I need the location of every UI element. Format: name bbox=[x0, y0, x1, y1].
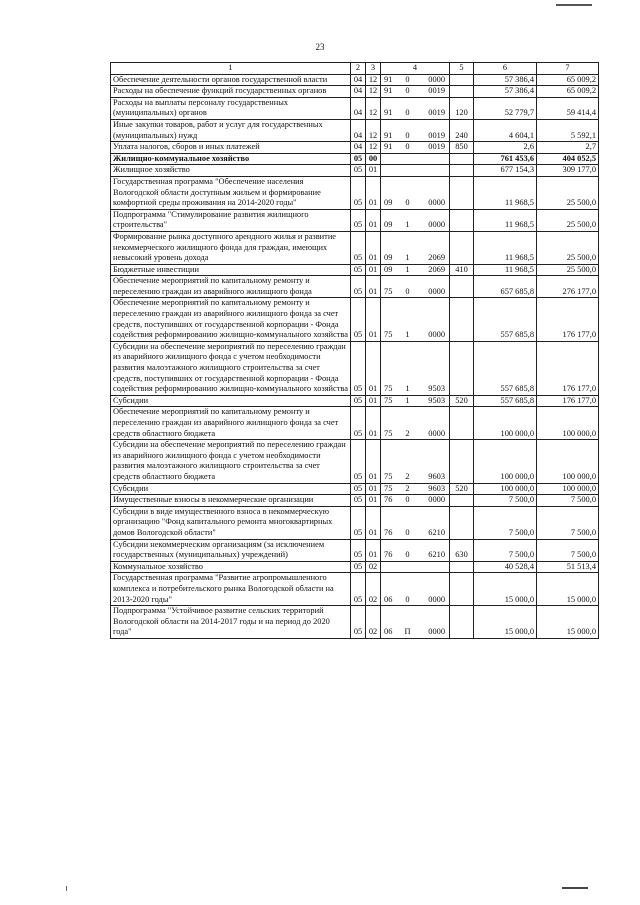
program-code: 06 bbox=[384, 627, 393, 637]
section-code: 05 bbox=[351, 483, 366, 495]
program-code: 75 bbox=[384, 286, 393, 296]
row-name: Иные закупки товаров, работ и услуг для государственных (муниципальных) нужд bbox=[111, 119, 351, 141]
subprogram-code: 2 bbox=[405, 483, 410, 493]
table-row bbox=[111, 573, 599, 606]
amount-year-2: 176 177,0 bbox=[537, 395, 599, 407]
amount-year-2: 7 500,0 bbox=[537, 495, 599, 507]
subprogram-code: 2 bbox=[405, 471, 410, 481]
direction-code: 0019 bbox=[428, 86, 445, 96]
amount-year-2: 276 177,0 bbox=[537, 276, 599, 298]
program-code: 09 bbox=[384, 220, 393, 230]
direction-code: 0000 bbox=[428, 330, 445, 340]
amount-year-1: 57 386,4 bbox=[474, 74, 537, 86]
subsection-code: 12 bbox=[366, 142, 381, 154]
amount-year-2: 51 513,4 bbox=[537, 561, 599, 573]
expense-type-code bbox=[450, 341, 474, 395]
target-article-code bbox=[381, 264, 450, 276]
subsection-code: 01 bbox=[366, 341, 381, 395]
subprogram-code: 0 bbox=[405, 74, 410, 84]
amount-year-1: 4 604,1 bbox=[474, 119, 537, 141]
section-code: 05 bbox=[351, 440, 366, 483]
target-article-code bbox=[381, 440, 450, 483]
expense-type-code bbox=[450, 506, 474, 539]
expense-type-code bbox=[450, 176, 474, 209]
table-row bbox=[111, 209, 599, 231]
amount-year-1: 15 000,0 bbox=[474, 573, 537, 606]
amount-year-2: 100 000,0 bbox=[537, 483, 599, 495]
expense-type-code bbox=[450, 74, 474, 86]
program-code: 76 bbox=[384, 495, 393, 505]
scan-mark bbox=[66, 886, 67, 891]
amount-year-1: 557 685,8 bbox=[474, 341, 537, 395]
section-code: 05 bbox=[351, 506, 366, 539]
section-code: 05 bbox=[351, 176, 366, 209]
subsection-code: 12 bbox=[366, 97, 381, 119]
direction-code: 0000 bbox=[428, 74, 445, 84]
amount-year-1: 657 685,8 bbox=[474, 276, 537, 298]
table-row bbox=[111, 483, 599, 495]
direction-code: 0019 bbox=[428, 108, 445, 118]
subprogram-code: 1 bbox=[405, 330, 410, 340]
table-row bbox=[111, 606, 599, 639]
amount-year-2: 65 009,2 bbox=[537, 86, 599, 98]
amount-year-1: 7 500,0 bbox=[474, 506, 537, 539]
subsection-code: 01 bbox=[366, 165, 381, 177]
target-article-code bbox=[381, 573, 450, 606]
table-row bbox=[111, 153, 599, 165]
amount-year-2: 5 592,1 bbox=[537, 119, 599, 141]
direction-code: 0000 bbox=[428, 627, 445, 637]
program-code: 75 bbox=[384, 384, 393, 394]
subsection-code: 01 bbox=[366, 264, 381, 276]
target-article-code bbox=[381, 165, 450, 177]
amount-year-2: 100 000,0 bbox=[537, 407, 599, 440]
program-code: 09 bbox=[384, 253, 393, 263]
subprogram-code: 1 bbox=[405, 395, 410, 405]
amount-year-1: 100 000,0 bbox=[474, 483, 537, 495]
row-name: Государственная программа "Развитие агропромышленного комплекса и потребительского рынка Вологодской области на 2013-2020 годы" bbox=[111, 573, 351, 606]
table-row bbox=[111, 407, 599, 440]
amount-year-2: 100 000,0 bbox=[537, 440, 599, 483]
header-cell: 5 bbox=[450, 63, 474, 75]
expense-type-code: 120 bbox=[450, 97, 474, 119]
target-article-code bbox=[381, 506, 450, 539]
amount-year-2: 7 500,0 bbox=[537, 506, 599, 539]
expense-type-code: 520 bbox=[450, 483, 474, 495]
subsection-code: 01 bbox=[366, 407, 381, 440]
expense-type-code: 850 bbox=[450, 142, 474, 154]
target-article-code bbox=[381, 407, 450, 440]
subsection-code: 01 bbox=[366, 483, 381, 495]
section-code: 05 bbox=[351, 264, 366, 276]
amount-year-2: 65 009,2 bbox=[537, 74, 599, 86]
scan-mark bbox=[562, 887, 588, 889]
subsection-code: 02 bbox=[366, 573, 381, 606]
direction-code: 0000 bbox=[428, 198, 445, 208]
program-code: 75 bbox=[384, 428, 393, 438]
amount-year-2: 309 177,0 bbox=[537, 165, 599, 177]
target-article-code bbox=[381, 209, 450, 231]
table-row bbox=[111, 176, 599, 209]
table-row bbox=[111, 395, 599, 407]
target-article-code bbox=[381, 142, 450, 154]
row-name: Обеспечение мероприятий по капитальному ремонту и переселению граждан из аварийного жилищного фонда bbox=[111, 276, 351, 298]
program-code: 75 bbox=[384, 483, 393, 493]
target-article-code bbox=[381, 395, 450, 407]
subprogram-code: 0 bbox=[405, 527, 410, 537]
section-code: 05 bbox=[351, 573, 366, 606]
target-article-code bbox=[381, 231, 450, 264]
row-name: Субсидии на обеспечение мероприятий по переселению граждан из аварийного жилищного фонда с учетом необходимости развития малоэтажного жилищного строительства за счет средств, поступивших от государственной корпорации - Фонда содействия реформированию жилищно-коммунального хозяйства bbox=[111, 341, 351, 395]
amount-year-2: 15 000,0 bbox=[537, 606, 599, 639]
expense-type-code bbox=[450, 440, 474, 483]
row-name: Бюджетные инвестиции bbox=[111, 264, 351, 276]
target-article-code bbox=[381, 561, 450, 573]
section-code: 05 bbox=[351, 606, 366, 639]
amount-year-2: 25 500,0 bbox=[537, 209, 599, 231]
table-row bbox=[111, 97, 599, 119]
subsection-code: 02 bbox=[366, 561, 381, 573]
header-cell: 3 bbox=[366, 63, 381, 75]
subsection-code: 01 bbox=[366, 276, 381, 298]
amount-year-1: 100 000,0 bbox=[474, 407, 537, 440]
table-row bbox=[111, 341, 599, 395]
row-name: Обеспечение мероприятий по капитальному ремонту и переселению граждан из аварийного жилищного фонда за счет средств областного бюджета bbox=[111, 407, 351, 440]
target-article-code bbox=[381, 606, 450, 639]
expense-type-code bbox=[450, 573, 474, 606]
subprogram-code: 0 bbox=[405, 286, 410, 296]
amount-year-2: 25 500,0 bbox=[537, 231, 599, 264]
amount-year-2: 2,7 bbox=[537, 142, 599, 154]
row-name: Подпрограмма "Устойчивое развитие сельских территорий Вологодской области на 2014-2017 годы и на период до 2020 года" bbox=[111, 606, 351, 639]
subsection-code: 01 bbox=[366, 395, 381, 407]
expense-type-code bbox=[450, 209, 474, 231]
target-article-code bbox=[381, 86, 450, 98]
scan-mark bbox=[556, 4, 592, 6]
direction-code: 2069 bbox=[428, 253, 445, 263]
amount-year-1: 100 000,0 bbox=[474, 440, 537, 483]
target-article-code bbox=[381, 176, 450, 209]
amount-year-1: 11 968,5 bbox=[474, 209, 537, 231]
direction-code: 6210 bbox=[428, 527, 445, 537]
section-code: 04 bbox=[351, 97, 366, 119]
program-code: 91 bbox=[384, 108, 393, 118]
section-code: 05 bbox=[351, 165, 366, 177]
amount-year-1: 15 000,0 bbox=[474, 606, 537, 639]
page-number: 23 bbox=[315, 42, 325, 52]
program-code: 75 bbox=[384, 395, 393, 405]
row-name: Подпрограмма "Стимулирование развития жилищного строительства" bbox=[111, 209, 351, 231]
target-article-code bbox=[381, 119, 450, 141]
expense-type-code bbox=[450, 231, 474, 264]
row-name: Государственная программа "Обеспечение населения Вологодской области доступным жильем и формирование комфортной среды проживания на 2014-2020 годы" bbox=[111, 176, 351, 209]
subprogram-code: П bbox=[404, 627, 411, 637]
program-code: 91 bbox=[384, 74, 393, 84]
direction-code: 0000 bbox=[428, 286, 445, 296]
amount-year-1: 40 528,4 bbox=[474, 561, 537, 573]
amount-year-1: 52 779,7 bbox=[474, 97, 537, 119]
table-row bbox=[111, 142, 599, 154]
amount-year-1: 7 500,0 bbox=[474, 495, 537, 507]
amount-year-1: 7 500,0 bbox=[474, 539, 537, 561]
subprogram-code: 0 bbox=[405, 550, 410, 560]
table-row bbox=[111, 440, 599, 483]
direction-code: 0000 bbox=[428, 428, 445, 438]
row-name: Жилищное хозяйство bbox=[111, 165, 351, 177]
expense-type-code bbox=[450, 153, 474, 165]
target-article-code bbox=[381, 298, 450, 341]
subprogram-code: 0 bbox=[405, 495, 410, 505]
subsection-code: 12 bbox=[366, 86, 381, 98]
subprogram-code: 2 bbox=[405, 428, 410, 438]
header-cell: 2 bbox=[351, 63, 366, 75]
subsection-code: 01 bbox=[366, 209, 381, 231]
table-row bbox=[111, 539, 599, 561]
table-row bbox=[111, 495, 599, 507]
amount-year-2: 176 177,0 bbox=[537, 341, 599, 395]
subsection-code: 01 bbox=[366, 440, 381, 483]
row-name: Коммунальное хозяйство bbox=[111, 561, 351, 573]
target-article-code bbox=[381, 276, 450, 298]
section-code: 05 bbox=[351, 539, 366, 561]
expense-type-code bbox=[450, 276, 474, 298]
section-code: 05 bbox=[351, 341, 366, 395]
table-row bbox=[111, 264, 599, 276]
expense-type-code bbox=[450, 606, 474, 639]
program-code: 76 bbox=[384, 527, 393, 537]
row-name: Формирование рынка доступного арендного жилья и развитие некоммерческого жилищного фонда для граждан, имеющих невысокий уровень дохода bbox=[111, 231, 351, 264]
section-code: 05 bbox=[351, 276, 366, 298]
section-code: 05 bbox=[351, 231, 366, 264]
subprogram-code: 0 bbox=[405, 594, 410, 604]
direction-code: 9503 bbox=[428, 395, 445, 405]
expense-type-code: 630 bbox=[450, 539, 474, 561]
direction-code: 0000 bbox=[428, 220, 445, 230]
target-article-code bbox=[381, 97, 450, 119]
subsection-code: 01 bbox=[366, 506, 381, 539]
row-name: Расходы на выплаты персоналу государственных (муниципальных) органов bbox=[111, 97, 351, 119]
table-row bbox=[111, 74, 599, 86]
section-code: 04 bbox=[351, 119, 366, 141]
direction-code: 0019 bbox=[428, 130, 445, 140]
subprogram-code: 0 bbox=[405, 130, 410, 140]
row-name: Субсидии в виде имущественного взноса в некоммерческую организацию "Фонд капитального ремонта многоквартирных домов Вологодской области" bbox=[111, 506, 351, 539]
subsection-code: 12 bbox=[366, 74, 381, 86]
subprogram-code: 0 bbox=[405, 86, 410, 96]
section-code: 05 bbox=[351, 153, 366, 165]
amount-year-1: 2,6 bbox=[474, 142, 537, 154]
section-code: 04 bbox=[351, 86, 366, 98]
budget-table bbox=[110, 62, 599, 639]
table-header-row bbox=[111, 63, 599, 75]
direction-code: 0019 bbox=[428, 142, 445, 152]
subprogram-code: 1 bbox=[405, 220, 410, 230]
row-name: Субсидии некоммерческим организациям (за исключением государственных (муниципальных) учреждений) bbox=[111, 539, 351, 561]
subsection-code: 01 bbox=[366, 495, 381, 507]
direction-code: 9603 bbox=[428, 483, 445, 493]
amount-year-1: 677 154,3 bbox=[474, 165, 537, 177]
amount-year-2: 404 052,5 bbox=[537, 153, 599, 165]
amount-year-2: 15 000,0 bbox=[537, 573, 599, 606]
direction-code: 6210 bbox=[428, 550, 445, 560]
expense-type-code bbox=[450, 298, 474, 341]
table-row bbox=[111, 561, 599, 573]
amount-year-1: 11 968,5 bbox=[474, 231, 537, 264]
amount-year-2: 25 500,0 bbox=[537, 176, 599, 209]
table-row bbox=[111, 231, 599, 264]
subsection-code: 01 bbox=[366, 539, 381, 561]
direction-code: 0000 bbox=[428, 495, 445, 505]
section-code: 04 bbox=[351, 74, 366, 86]
header-cell: 7 bbox=[537, 63, 599, 75]
amount-year-2: 7 500,0 bbox=[537, 539, 599, 561]
amount-year-2: 59 414,4 bbox=[537, 97, 599, 119]
target-article-code bbox=[381, 153, 450, 165]
subprogram-code: 1 bbox=[405, 264, 410, 274]
amount-year-1: 11 968,5 bbox=[474, 264, 537, 276]
row-name: Жилищно-коммунальное хозяйство bbox=[111, 153, 351, 165]
subsection-code: 01 bbox=[366, 231, 381, 264]
direction-code: 9503 bbox=[428, 384, 445, 394]
expense-type-code bbox=[450, 86, 474, 98]
expense-type-code: 240 bbox=[450, 119, 474, 141]
expense-type-code bbox=[450, 495, 474, 507]
target-article-code bbox=[381, 74, 450, 86]
section-code: 05 bbox=[351, 561, 366, 573]
section-code: 05 bbox=[351, 209, 366, 231]
expense-type-code: 410 bbox=[450, 264, 474, 276]
expense-type-code bbox=[450, 165, 474, 177]
program-code: 09 bbox=[384, 198, 393, 208]
section-code: 05 bbox=[351, 495, 366, 507]
row-name: Расходы на обеспечение функций государственных органов bbox=[111, 86, 351, 98]
subsection-code: 01 bbox=[366, 298, 381, 341]
subprogram-code: 1 bbox=[405, 384, 410, 394]
program-code: 75 bbox=[384, 471, 393, 481]
section-code: 05 bbox=[351, 298, 366, 341]
amount-year-1: 761 453,6 bbox=[474, 153, 537, 165]
section-code: 04 bbox=[351, 142, 366, 154]
subsection-code: 12 bbox=[366, 119, 381, 141]
subsection-code: 01 bbox=[366, 176, 381, 209]
row-name: Уплата налогов, сборов и иных платежей bbox=[111, 142, 351, 154]
table-row bbox=[111, 298, 599, 341]
row-name: Обеспечение деятельности органов государственной власти bbox=[111, 74, 351, 86]
table-row bbox=[111, 86, 599, 98]
program-code: 09 bbox=[384, 264, 393, 274]
table-row bbox=[111, 119, 599, 141]
subsection-code: 00 bbox=[366, 153, 381, 165]
row-name: Обеспечение мероприятий по капитальному ремонту и переселению граждан из аварийного жилищного фонда за счет средств, поступивших от государственной корпорации - Фонда содействия реформированию жилищно-коммунального хозяйства bbox=[111, 298, 351, 341]
subsection-code: 02 bbox=[366, 606, 381, 639]
amount-year-2: 25 500,0 bbox=[537, 264, 599, 276]
amount-year-1: 557 685,8 bbox=[474, 395, 537, 407]
program-code: 91 bbox=[384, 142, 393, 152]
subprogram-code: 0 bbox=[405, 108, 410, 118]
table-row bbox=[111, 506, 599, 539]
section-code: 05 bbox=[351, 395, 366, 407]
program-code: 06 bbox=[384, 594, 393, 604]
header-cell: 1 bbox=[111, 63, 351, 75]
target-article-code bbox=[381, 483, 450, 495]
table-row bbox=[111, 165, 599, 177]
target-article-code bbox=[381, 495, 450, 507]
program-code: 76 bbox=[384, 550, 393, 560]
program-code: 75 bbox=[384, 330, 393, 340]
row-name: Субсидии на обеспечение мероприятий по переселению граждан из аварийного жилищного фонда с учетом необходимости развития малоэтажного жилищного строительства за счет средств областного бюджета bbox=[111, 440, 351, 483]
expense-type-code bbox=[450, 561, 474, 573]
header-cell: 4 bbox=[381, 63, 450, 75]
direction-code: 0000 bbox=[428, 594, 445, 604]
program-code: 91 bbox=[384, 130, 393, 140]
target-article-code bbox=[381, 341, 450, 395]
direction-code: 9603 bbox=[428, 471, 445, 481]
amount-year-1: 11 968,5 bbox=[474, 176, 537, 209]
target-article-code bbox=[381, 539, 450, 561]
section-code: 05 bbox=[351, 407, 366, 440]
row-name: Субсидии bbox=[111, 483, 351, 495]
table-row bbox=[111, 276, 599, 298]
program-code: 91 bbox=[384, 86, 393, 96]
row-name: Имущественные взносы в некоммерческие организации bbox=[111, 495, 351, 507]
amount-year-2: 176 177,0 bbox=[537, 298, 599, 341]
subprogram-code: 0 bbox=[405, 142, 410, 152]
amount-year-1: 57 386,4 bbox=[474, 86, 537, 98]
header-cell: 6 bbox=[474, 63, 537, 75]
expense-type-code: 520 bbox=[450, 395, 474, 407]
direction-code: 2069 bbox=[428, 264, 445, 274]
subprogram-code: 0 bbox=[405, 198, 410, 208]
expense-type-code bbox=[450, 407, 474, 440]
amount-year-1: 557 685,8 bbox=[474, 298, 537, 341]
subprogram-code: 1 bbox=[405, 253, 410, 263]
row-name: Субсидии bbox=[111, 395, 351, 407]
